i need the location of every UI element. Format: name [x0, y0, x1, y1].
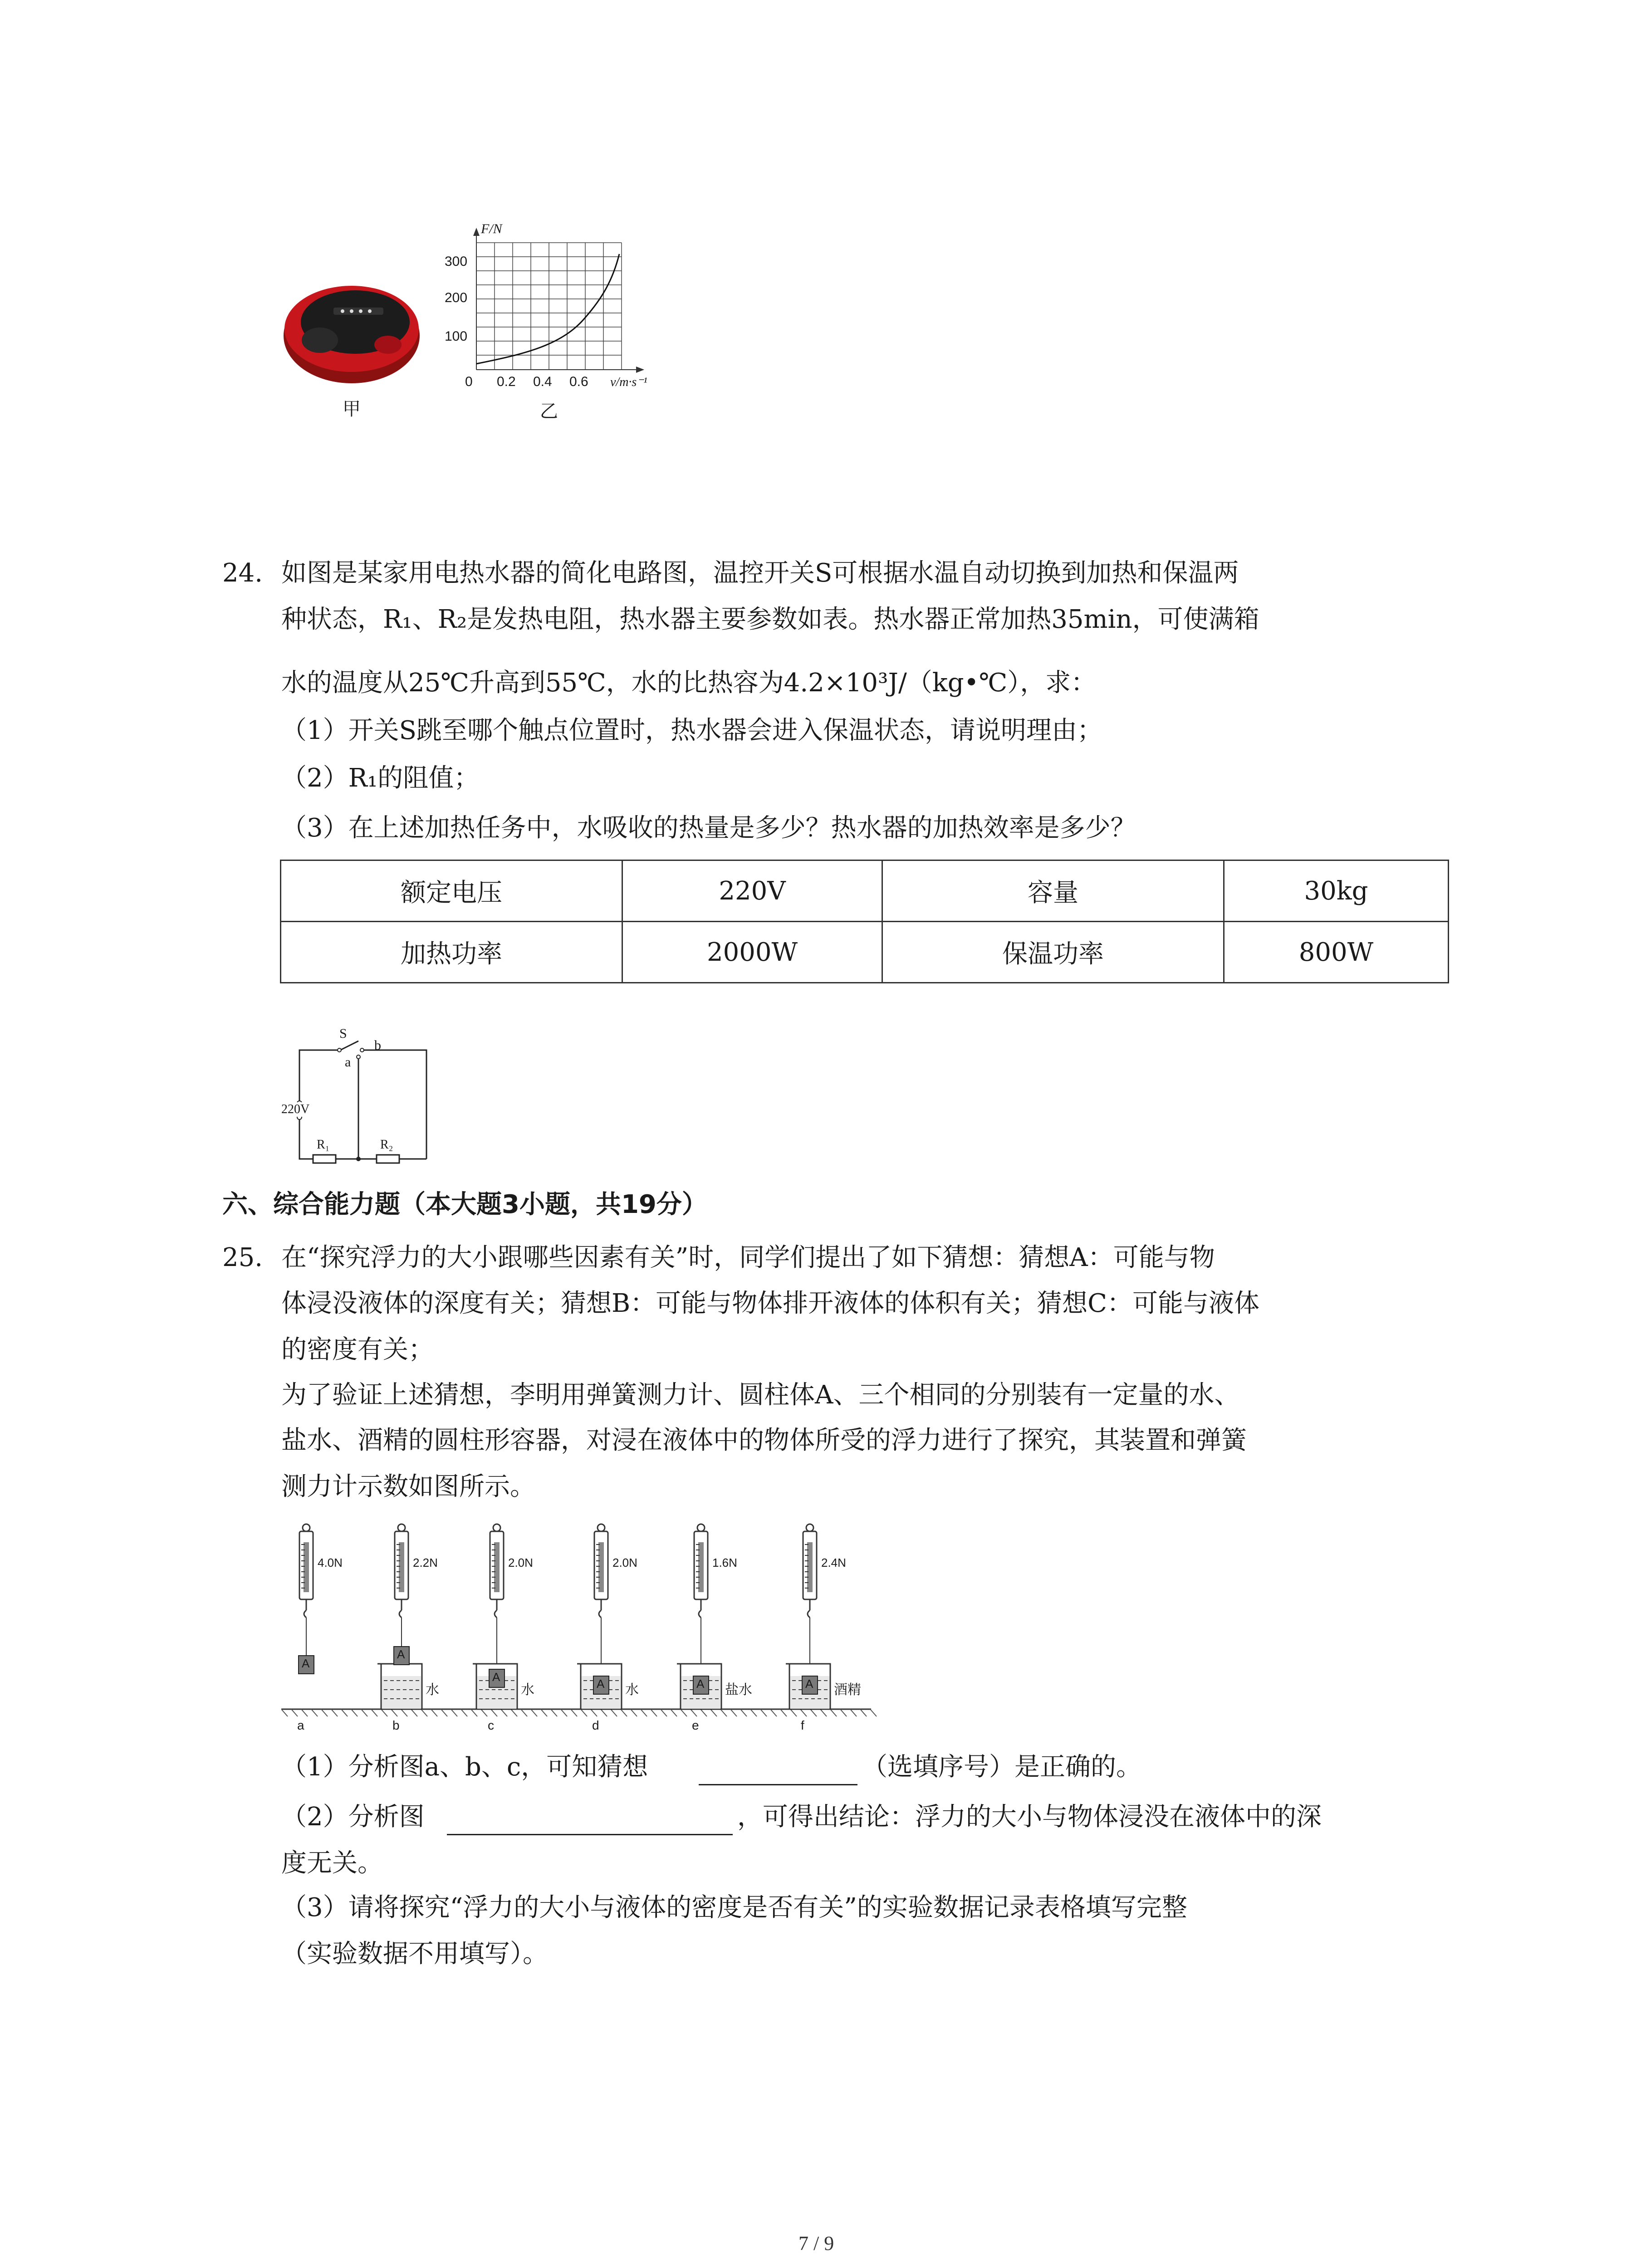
ground-hatch — [770, 1709, 777, 1716]
ground-hatch — [800, 1709, 807, 1716]
ground-hatch — [780, 1709, 787, 1716]
y-tick: 300 — [445, 254, 468, 269]
photo-caption: 甲 — [343, 399, 361, 420]
scale-reading: 2.2N — [413, 1556, 438, 1569]
table-cell: 容量 — [882, 860, 1224, 922]
hook-curve — [399, 1610, 402, 1618]
q25-sub2-end: ，可得出结论：浮力的大小与物体浸没在液体中的深 — [737, 1802, 1322, 1832]
graph-caption: 乙 — [540, 401, 558, 422]
table-cell: 220V — [622, 860, 882, 922]
q25-line3: 的密度有关； — [281, 1335, 434, 1364]
q25-sub3-line2: （实验数据不用填写）。 — [281, 1939, 548, 1969]
ground-hatch — [441, 1709, 447, 1716]
ground-hatch — [681, 1709, 687, 1716]
ground-hatch — [631, 1709, 637, 1716]
ground-hatch — [311, 1709, 318, 1716]
scale-reading: 2.0N — [508, 1556, 533, 1569]
liquid-label: 酒精 — [834, 1682, 861, 1697]
spring-scale-ring — [806, 1524, 813, 1531]
robot-vacuum-image — [279, 272, 424, 408]
ground-hatch — [531, 1709, 537, 1716]
ground-hatch — [840, 1709, 847, 1716]
ground-hatch — [700, 1709, 707, 1716]
table-row — [281, 860, 1449, 922]
ground-hatch — [581, 1709, 587, 1716]
q25-sub2-start: （2）分析图 — [281, 1802, 425, 1832]
buoyancy-figure — [281, 1520, 880, 1733]
ground-hatch — [511, 1709, 517, 1716]
ground-hatch — [551, 1709, 557, 1716]
ground-hatch — [451, 1709, 457, 1716]
ground-hatch — [381, 1709, 387, 1716]
ground-hatch — [760, 1709, 767, 1716]
panel-label: b — [392, 1718, 400, 1732]
ground-hatch — [591, 1709, 597, 1716]
hook-curve — [599, 1610, 601, 1618]
ground-hatch — [790, 1709, 797, 1716]
q24-sub2: （2）R₁的阻值； — [281, 763, 480, 793]
page-number: 7 / 9 — [798, 2232, 834, 2254]
q25-line6: 测力计示数如图所示。 — [281, 1472, 535, 1501]
q25-sub1-start: （1）分析图a、b、c，可知猜想 — [281, 1752, 648, 1782]
spring-scale-ring — [398, 1524, 405, 1531]
ground-hatch — [750, 1709, 757, 1716]
q24-number: 24. — [222, 558, 263, 588]
liquid-label: 盐水 — [725, 1682, 752, 1697]
q24-line2: 种状态，R₁、R₂是发热电阻，热水器主要参数如表。热水器正常加热35min，可使满箱 — [281, 605, 1259, 634]
q25-sub2-cont: 度无关。 — [281, 1848, 383, 1878]
ground-hatch — [691, 1709, 697, 1716]
r1-resistor — [313, 1155, 336, 1163]
ground-hatch — [471, 1709, 477, 1716]
contact-b-label: b — [374, 1038, 381, 1053]
ground-hatch — [491, 1709, 497, 1716]
q25-line2: 体浸没液体的深度有关；猜想B：可能与物体排开液体的体积有关；猜想C：可能与液体 — [281, 1289, 1259, 1318]
circuit-diagram — [281, 1026, 445, 1170]
ground-hatch — [820, 1709, 827, 1716]
ground-hatch — [521, 1709, 527, 1716]
y-tick: 100 — [445, 329, 468, 344]
parameter-table — [280, 860, 1449, 983]
buoyancy-apparatus — [281, 1520, 880, 1733]
ground-hatch — [411, 1709, 417, 1716]
ground-hatch — [291, 1709, 298, 1716]
ground-hatch — [401, 1709, 407, 1716]
table-row — [281, 922, 1449, 983]
ground-hatch — [850, 1709, 857, 1716]
ground-hatch — [830, 1709, 837, 1716]
panel-label: f — [801, 1718, 804, 1732]
ground-hatch — [341, 1709, 348, 1716]
y-axis-label: F/N — [481, 221, 502, 236]
ground-hatch — [351, 1709, 358, 1716]
ground-hatch — [860, 1709, 867, 1716]
ground-hatch — [561, 1709, 567, 1716]
ground-hatch — [461, 1709, 467, 1716]
ground-hatch — [870, 1709, 877, 1716]
scale-reading: 2.0N — [612, 1556, 637, 1569]
y-tick: 200 — [445, 290, 468, 305]
r2-resistor — [377, 1155, 399, 1163]
liquid-label: 水 — [426, 1682, 439, 1697]
block-label: A — [696, 1677, 705, 1691]
answer-blank-1[interactable] — [699, 1784, 857, 1785]
ground-hatch — [501, 1709, 507, 1716]
q25-line5: 盐水、酒精的圆柱形容器，对浸在液体中的物体所受的浮力进行了探究，其装置和弹簧 — [281, 1426, 1247, 1455]
spring-scale-ring — [493, 1524, 500, 1531]
table-cell: 800W — [1224, 922, 1449, 983]
block-label: A — [397, 1647, 405, 1661]
ground-hatch — [671, 1709, 677, 1716]
ground-hatch — [431, 1709, 437, 1716]
hook-curve — [699, 1610, 701, 1618]
panel-label: a — [297, 1718, 304, 1732]
q24-line3: 水的温度从25℃升高到55℃，水的比热容为4.2×10³J/（kg•℃），求： — [281, 668, 1097, 698]
x-tick: 0.4 — [533, 374, 552, 389]
ground-hatch — [641, 1709, 647, 1716]
ground-hatch — [710, 1709, 717, 1716]
table-cell: 额定电压 — [281, 860, 622, 922]
ground-hatch — [541, 1709, 547, 1716]
hook-curve — [304, 1610, 306, 1618]
x-tick: 0.6 — [569, 374, 588, 389]
spring-scale-ring — [303, 1524, 310, 1531]
figure-jia — [279, 272, 424, 420]
q25-sub1-end: （选填序号）是正确的。 — [862, 1752, 1141, 1782]
figure-yi-graph — [445, 218, 681, 426]
section-title: 六、综合能力题（本大题3小题，共19分） — [222, 1190, 707, 1219]
ground-hatch — [391, 1709, 397, 1716]
ground-hatch — [571, 1709, 577, 1716]
q25-line4: 为了验证上述猜想，李明用弹簧测力计、圆柱体A、三个相同的分别装有一定量的水、 — [281, 1380, 1240, 1410]
ground-hatch — [740, 1709, 747, 1716]
table-cell: 加热功率 — [281, 922, 622, 983]
circuit-wires — [281, 1030, 445, 1170]
spring-scale-ring — [598, 1524, 605, 1531]
liquid-label: 水 — [625, 1682, 639, 1697]
q24-line1: 如图是某家用电热水器的简化电路图，温控开关S可根据水温自动切换到加热和保温两 — [281, 558, 1239, 588]
ground-hatch — [361, 1709, 367, 1716]
answer-blank-2[interactable] — [447, 1833, 733, 1835]
scale-reading: 4.0N — [318, 1556, 343, 1569]
scale-reading: 2.4N — [821, 1556, 846, 1569]
table-cell: 保温功率 — [882, 922, 1224, 983]
ground-hatch — [651, 1709, 657, 1716]
ground-hatch — [730, 1709, 737, 1716]
ground-hatch — [281, 1709, 288, 1716]
table-cell: 30kg — [1224, 860, 1449, 922]
ground-hatch — [321, 1709, 328, 1716]
q25-line1: 在“探究浮力的大小跟哪些因素有关”时，同学们提出了如下猜想：猜想A：可能与物 — [281, 1243, 1215, 1272]
q24-sub1: （1）开关S跳至哪个触点位置时，热水器会进入保温状态，请说明理由； — [281, 716, 1102, 745]
q25-number: 25. — [222, 1243, 263, 1272]
x-axis-label: v/m·s⁻¹ — [610, 375, 647, 389]
panel-label: d — [592, 1718, 599, 1732]
block-label: A — [492, 1670, 500, 1684]
ground-hatch — [301, 1709, 308, 1716]
q25-sub3-line1: （3）请将探究“浮力的大小与液体的密度是否有关”的实验数据记录表格填写完整 — [281, 1893, 1187, 1922]
r2-label: R₂ — [380, 1138, 393, 1152]
switch-label: S — [339, 1026, 347, 1041]
r1-label: R₁ — [317, 1138, 330, 1152]
block-label: A — [597, 1677, 605, 1691]
ground-hatch — [331, 1709, 338, 1716]
ground-hatch — [481, 1709, 487, 1716]
hook-curve — [808, 1610, 810, 1618]
block-label: A — [302, 1657, 310, 1670]
block-label: A — [805, 1677, 813, 1691]
x-tick: 0 — [465, 374, 473, 389]
ground-hatch — [661, 1709, 667, 1716]
voltage-label: 220V — [281, 1102, 310, 1116]
table-cell: 2000W — [622, 922, 882, 983]
ground-hatch — [421, 1709, 427, 1716]
spring-scale-ring — [697, 1524, 705, 1531]
contact-a-label: a — [345, 1055, 351, 1070]
ground-hatch — [601, 1709, 607, 1716]
ground-hatch — [810, 1709, 817, 1716]
x-tick: 0.2 — [497, 374, 516, 389]
liquid-label: 水 — [521, 1682, 534, 1697]
panel-label: c — [488, 1718, 494, 1732]
scale-reading: 1.6N — [712, 1556, 737, 1569]
q24-sub3: （3）在上述加热任务中，水吸收的热量是多少？热水器的加热效率是多少？ — [281, 813, 1136, 843]
hook-curve — [495, 1610, 497, 1618]
ground-hatch — [611, 1709, 617, 1716]
panel-label: e — [692, 1718, 699, 1732]
ground-hatch — [720, 1709, 727, 1716]
ground-hatch — [371, 1709, 377, 1716]
liquid — [382, 1676, 421, 1709]
ground-hatch — [621, 1709, 627, 1716]
